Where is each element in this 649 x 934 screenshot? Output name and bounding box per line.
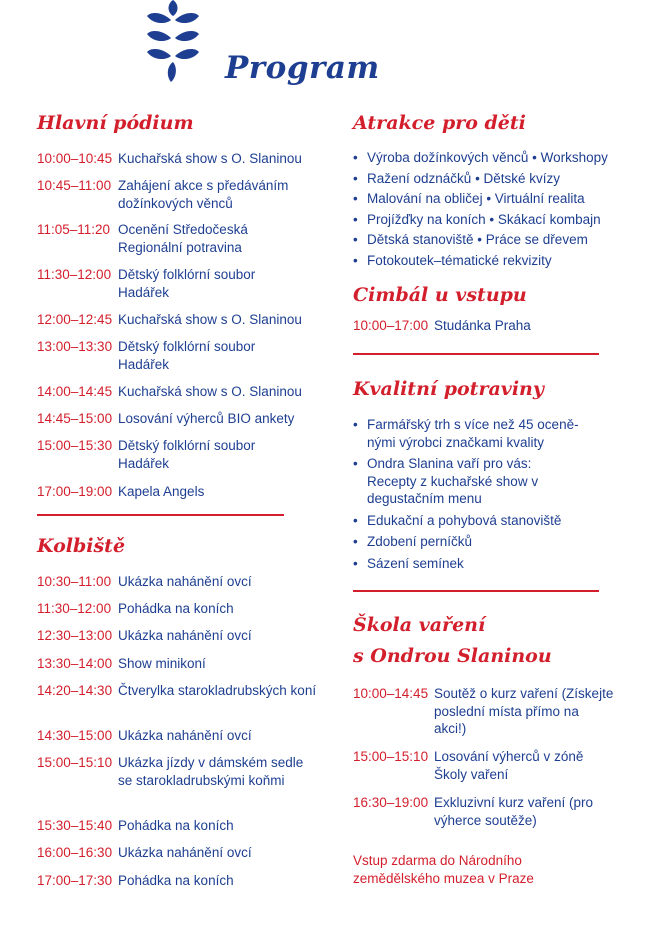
event-label: Losování výherců BIO ankety — [118, 411, 295, 426]
time-label: 12:30–13:00 — [37, 628, 113, 643]
event-label: Kuchařská show s O. Slaninou — [118, 151, 302, 166]
time-label: 14:20–14:30 — [37, 683, 113, 698]
time-label: 16:30–19:00 — [353, 795, 429, 810]
attractions-list — [353, 149, 638, 269]
event-label: Studánka Praha — [434, 318, 531, 333]
time-label: 11:05–11:20 — [37, 222, 111, 237]
event-label: Ukázka nahánění ovcí — [118, 574, 252, 589]
event-label: Ukázka nahánění ovcí — [118, 628, 252, 643]
event-label: Losování výherců v zóně Školy vaření — [434, 749, 584, 782]
time-label: 15:00–15:10 — [353, 749, 429, 764]
event-label: Pohádka na koních — [118, 818, 234, 833]
section-heading-cimbal: Cimbál u vstupu — [353, 284, 527, 306]
time-label: 13:00–13:30 — [37, 339, 113, 354]
time-label: 15:00–15:10 — [37, 755, 113, 770]
list-item: • Zdobení perníčků — [353, 533, 603, 551]
time-label: 10:30–11:00 — [37, 574, 112, 589]
event-label: Show minikoní — [118, 656, 206, 671]
event-label: Exkluzivní kurz vaření (pro výherce soutěže) — [434, 795, 594, 828]
list-item: • Sázení semínek — [353, 555, 603, 573]
time-label: 17:00–17:30 — [37, 873, 113, 888]
list-item: • Výroba dožínkových věnců • Workshopy — [353, 149, 638, 167]
section-heading-atrakce: Atrakce pro děti — [353, 112, 526, 134]
time-label: 17:00–19:00 — [37, 484, 113, 499]
section-heading-kolbiste: Kolbiště — [37, 535, 126, 557]
event-label: Kuchařská show s O. Slaninou — [118, 384, 302, 399]
divider — [353, 590, 599, 592]
event-label: Ocenění Středočeská Regionální potravina — [118, 222, 248, 255]
list-item: • Dětská stanoviště • Práce se dřevem — [353, 231, 638, 249]
event-label: Dětský folklórní soubor Hadářek — [118, 438, 256, 471]
footer-note: Vstup zdarma do Národního zemědělského muzea v Praze — [353, 853, 534, 886]
section-heading-skola-line1: Škola vaření — [353, 614, 486, 636]
event-label: Soutěž o kurz vaření (Získejte poslední místa přímo na akci!) — [434, 686, 614, 736]
event-label: Pohádka na koních — [118, 873, 234, 888]
time-label: 14:00–14:45 — [37, 384, 113, 399]
page-title: Program — [225, 50, 380, 86]
time-label: 10:00–10:45 — [37, 151, 113, 166]
event-label: Ukázka nahánění ovcí — [118, 728, 252, 743]
list-item: • Farmářský trh s více než 45 oceně-nými výrobci značkami kvality — [353, 416, 597, 451]
time-label: 14:30–15:00 — [37, 728, 113, 743]
time-label: 10:00–17:00 — [353, 318, 429, 333]
list-item: • Ražení odznáčků • Dětské kvízy — [353, 170, 638, 188]
wheat-ear-icon — [143, 0, 203, 82]
event-label: Zahájení akce s předáváním dožínkových věnců — [118, 178, 289, 211]
time-label: 15:00–15:30 — [37, 438, 113, 453]
list-item: • Edukační a pohybová stanoviště — [353, 512, 603, 530]
time-label: 16:00–16:30 — [37, 845, 113, 860]
list-item: • Malování na obličej • Virtuální realita — [353, 190, 638, 208]
quality-food-list — [353, 416, 603, 572]
time-label: 11:30–12:00 — [37, 601, 112, 616]
section-heading-kvalitni: Kvalitní potraviny — [353, 378, 544, 400]
event-label: Kapela Angels — [118, 484, 205, 499]
section-heading-hlavni-podium: Hlavní pódium — [37, 112, 194, 134]
time-label: 14:45–15:00 — [37, 411, 113, 426]
divider — [37, 514, 284, 516]
list-item: • Projížďky na koních • Skákací kombajn — [353, 211, 638, 229]
list-item: • Fotokoutek–tématické rekvizity — [353, 252, 638, 270]
event-label: Čtverylka starokladrubských koní — [118, 683, 317, 698]
event-label: Pohádka na koních — [118, 601, 234, 616]
event-label: Ukázka nahánění ovcí — [118, 845, 252, 860]
time-label: 13:30–14:00 — [37, 656, 113, 671]
time-label: 10:00–14:45 — [353, 686, 429, 701]
list-item: • Ondra Slanina vaří pro vás: Recepty z kuchařské show v degustačním menu — [353, 455, 567, 508]
event-label: Dětský folklórní soubor Hadářek — [118, 267, 256, 300]
time-label: 10:45–11:00 — [37, 178, 112, 193]
time-label: 11:30–12:00 — [37, 267, 112, 282]
event-label: Dětský folklórní soubor Hadářek — [118, 339, 256, 372]
time-label: 12:00–12:45 — [37, 312, 113, 327]
event-label: Kuchařská show s O. Slaninou — [118, 312, 302, 327]
divider — [353, 353, 599, 355]
event-label: Ukázka jízdy v dámském sedle se starokladrubskými koňmi — [118, 755, 304, 788]
time-label: 15:30–15:40 — [37, 818, 113, 833]
section-heading-skola-line2: s Ondrou Slaninou — [353, 645, 552, 667]
